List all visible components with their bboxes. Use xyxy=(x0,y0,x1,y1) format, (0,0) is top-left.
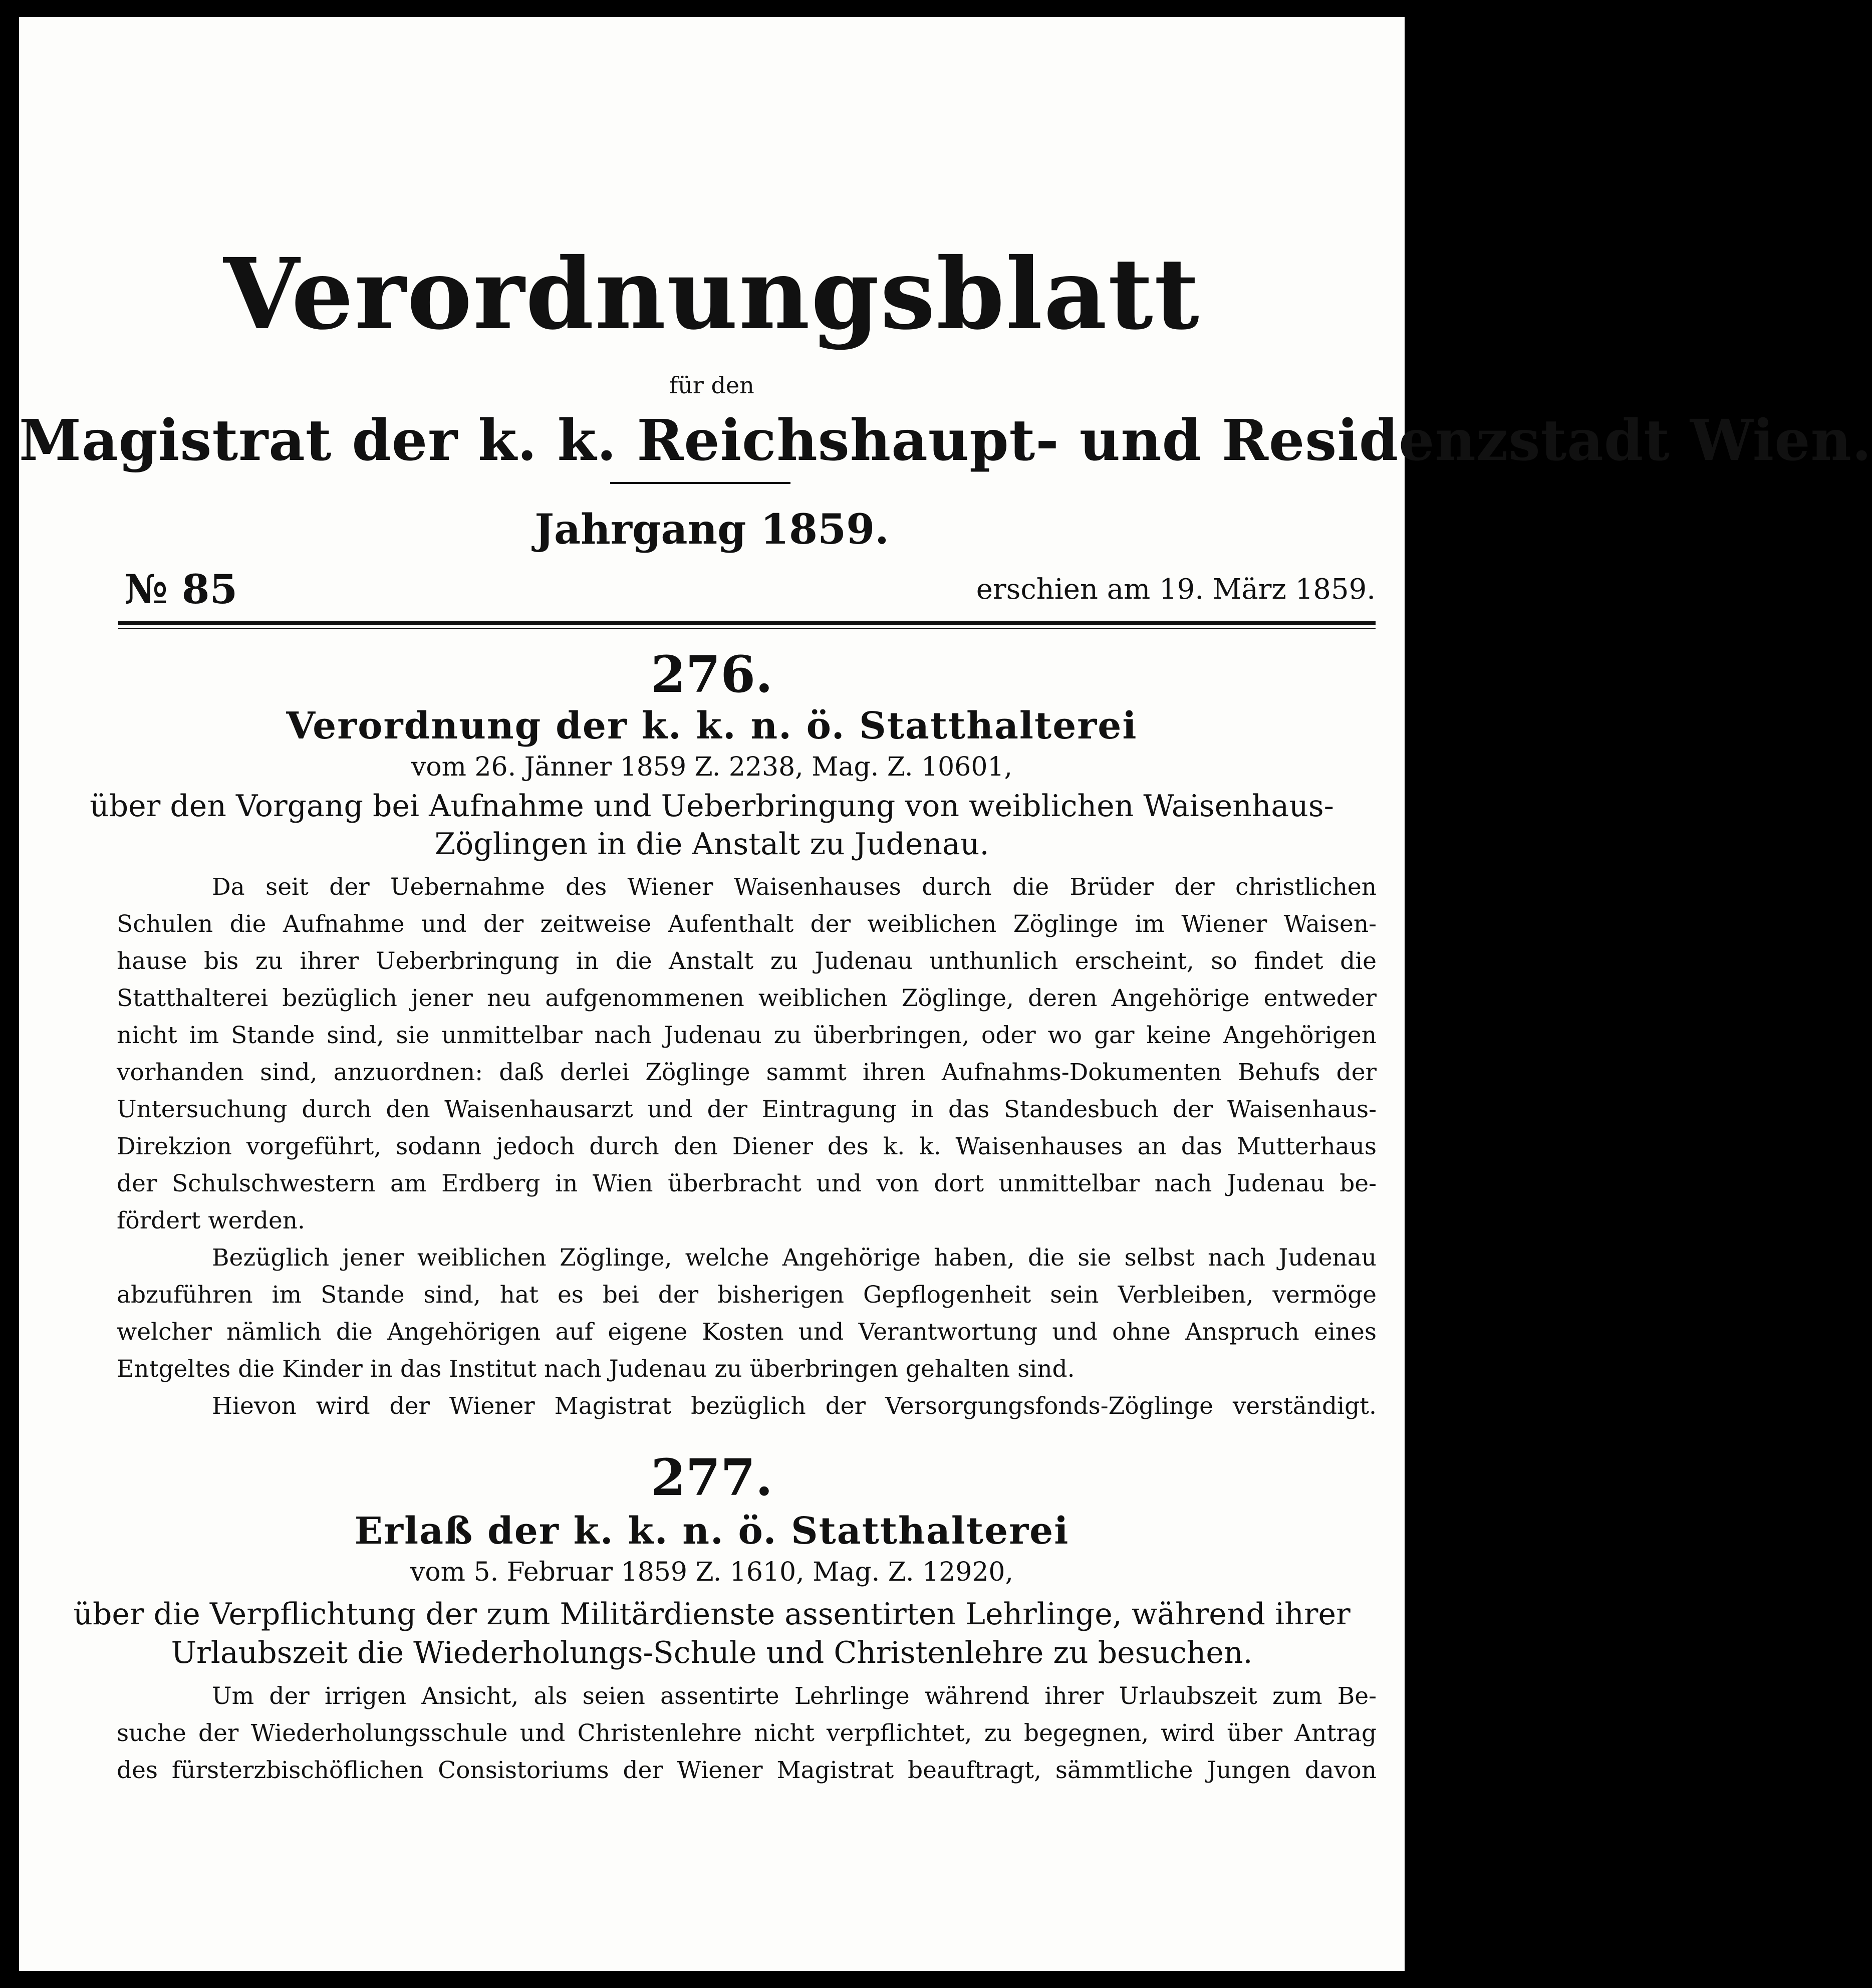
issue-date: erschien am 19. März 1859. xyxy=(976,573,1376,606)
section-subject-line: Urlaubszeit die Wiederholungs-Schule und Christenlehre zu besuchen. xyxy=(171,1635,1253,1670)
section-number: 276. xyxy=(651,645,773,704)
section-subject-line: über die Verpflichtung der zum Militärdienste assentirten Lehrlinge, während ihrer xyxy=(73,1597,1351,1632)
section-body xyxy=(117,869,1377,1425)
body-line: fördert werden. xyxy=(117,1207,305,1234)
body-line: Da seit der Uebernahme des Wiener Waisenhauses durch die Brüder der christlichen xyxy=(212,873,1377,901)
section-number: 277. xyxy=(651,1448,773,1507)
body-line: abzuführen im Stande sind, hat es bei der bisherigen Gepflogenheit sein Verbleiben, vermöge xyxy=(117,1281,1377,1309)
issue-number: № 85 xyxy=(124,566,238,613)
body-line: Entgeltes die Kinder in das Institut nach Judenau zu überbringen gehalten sind. xyxy=(117,1355,1075,1383)
body-line: nicht im Stande sind, sie unmittelbar nach Judenau zu überbringen, oder wo gar keine Angehörigen xyxy=(117,1022,1377,1049)
masthead-fuer: für den xyxy=(669,372,754,399)
body-line: Bezüglich jener weiblichen Zöglinge, welche Angehörige haben, die sie selbst nach Judenau xyxy=(212,1244,1377,1272)
body-line: hause bis zu ihrer Ueberbringung in die Anstalt zu Judenau unthunlich erscheint, so findet die xyxy=(117,947,1377,975)
body-line: Hievon wird der Wiener Magistrat bezüglich der Versorgungsfonds-Zöglinge verständigt. xyxy=(212,1392,1377,1420)
body-line: suche der Wiederholungsschule und Christenlehre nicht verpflichtet, zu begegnen, wird über Antrag xyxy=(117,1719,1377,1747)
section-reference: vom 26. Jänner 1859 Z. 2238, Mag. Z. 10601, xyxy=(411,752,1013,782)
masthead-subtitle: Magistrat der k. k. Reichshaupt- und Residenzstadt Wien. xyxy=(19,408,1872,473)
body-line: Untersuchung durch den Waisenhausarzt und der Eintragung in das Standesbuch der Waisenhaus- xyxy=(117,1096,1377,1123)
body-line: Um der irrigen Ansicht, als seien assentirte Lehrlinge während ihrer Urlaubszeit zum Be- xyxy=(212,1682,1377,1710)
section-reference: vom 5. Februar 1859 Z. 1610, Mag. Z. 12920, xyxy=(410,1557,1014,1587)
section-subject-line: Zöglingen in die Anstalt zu Judenau. xyxy=(434,827,989,862)
section-body xyxy=(117,1678,1377,1789)
body-line: der Schulschwestern am Erdberg in Wien überbracht und von dort unmittelbar nach Judenau be- xyxy=(117,1170,1377,1197)
section-heading: Erlaß der k. k. n. ö. Statthalterei xyxy=(354,1510,1069,1553)
body-line: vorhanden sind, anzuordnen: daß derlei Zöglinge sammt ihren Aufnahms-Dokumenten Behufs der xyxy=(117,1059,1377,1086)
page-sheet xyxy=(19,17,1872,1971)
header-rule-thin xyxy=(118,628,1376,629)
masthead-title: Verordnungsblatt xyxy=(223,236,1200,351)
header-rule-thick xyxy=(118,621,1376,625)
body-line: Statthalterei bezüglich jener neu aufgenommenen weiblichen Zöglinge, deren Angehörige entweder xyxy=(117,984,1377,1012)
masthead-divider xyxy=(610,482,790,484)
body-line: welcher nämlich die Angehörigen auf eigene Kosten und Verantwortung und ohne Anspruch eines xyxy=(117,1318,1377,1346)
section-subject-line: über den Vorgang bei Aufnahme und Ueberbringung von weiblichen Waisenhaus- xyxy=(90,789,1334,824)
body-line: des fürsterzbischöflichen Consistoriums der Wiener Magistrat beauftragt, sämmtliche Jungen davon xyxy=(117,1757,1377,1784)
body-line: Schulen die Aufnahme und der zeitweise Aufenthalt der weiblichen Zöglinge im Wiener Waisen- xyxy=(117,910,1377,938)
section-heading: Verordnung der k. k. n. ö. Statthalterei xyxy=(286,704,1138,748)
body-line: Direkzion vorgeführt, sodann jedoch durch den Diener des k. k. Waisenhauses an das Mutterhaus xyxy=(117,1133,1377,1160)
masthead-year: Jahrgang 1859. xyxy=(534,506,889,554)
